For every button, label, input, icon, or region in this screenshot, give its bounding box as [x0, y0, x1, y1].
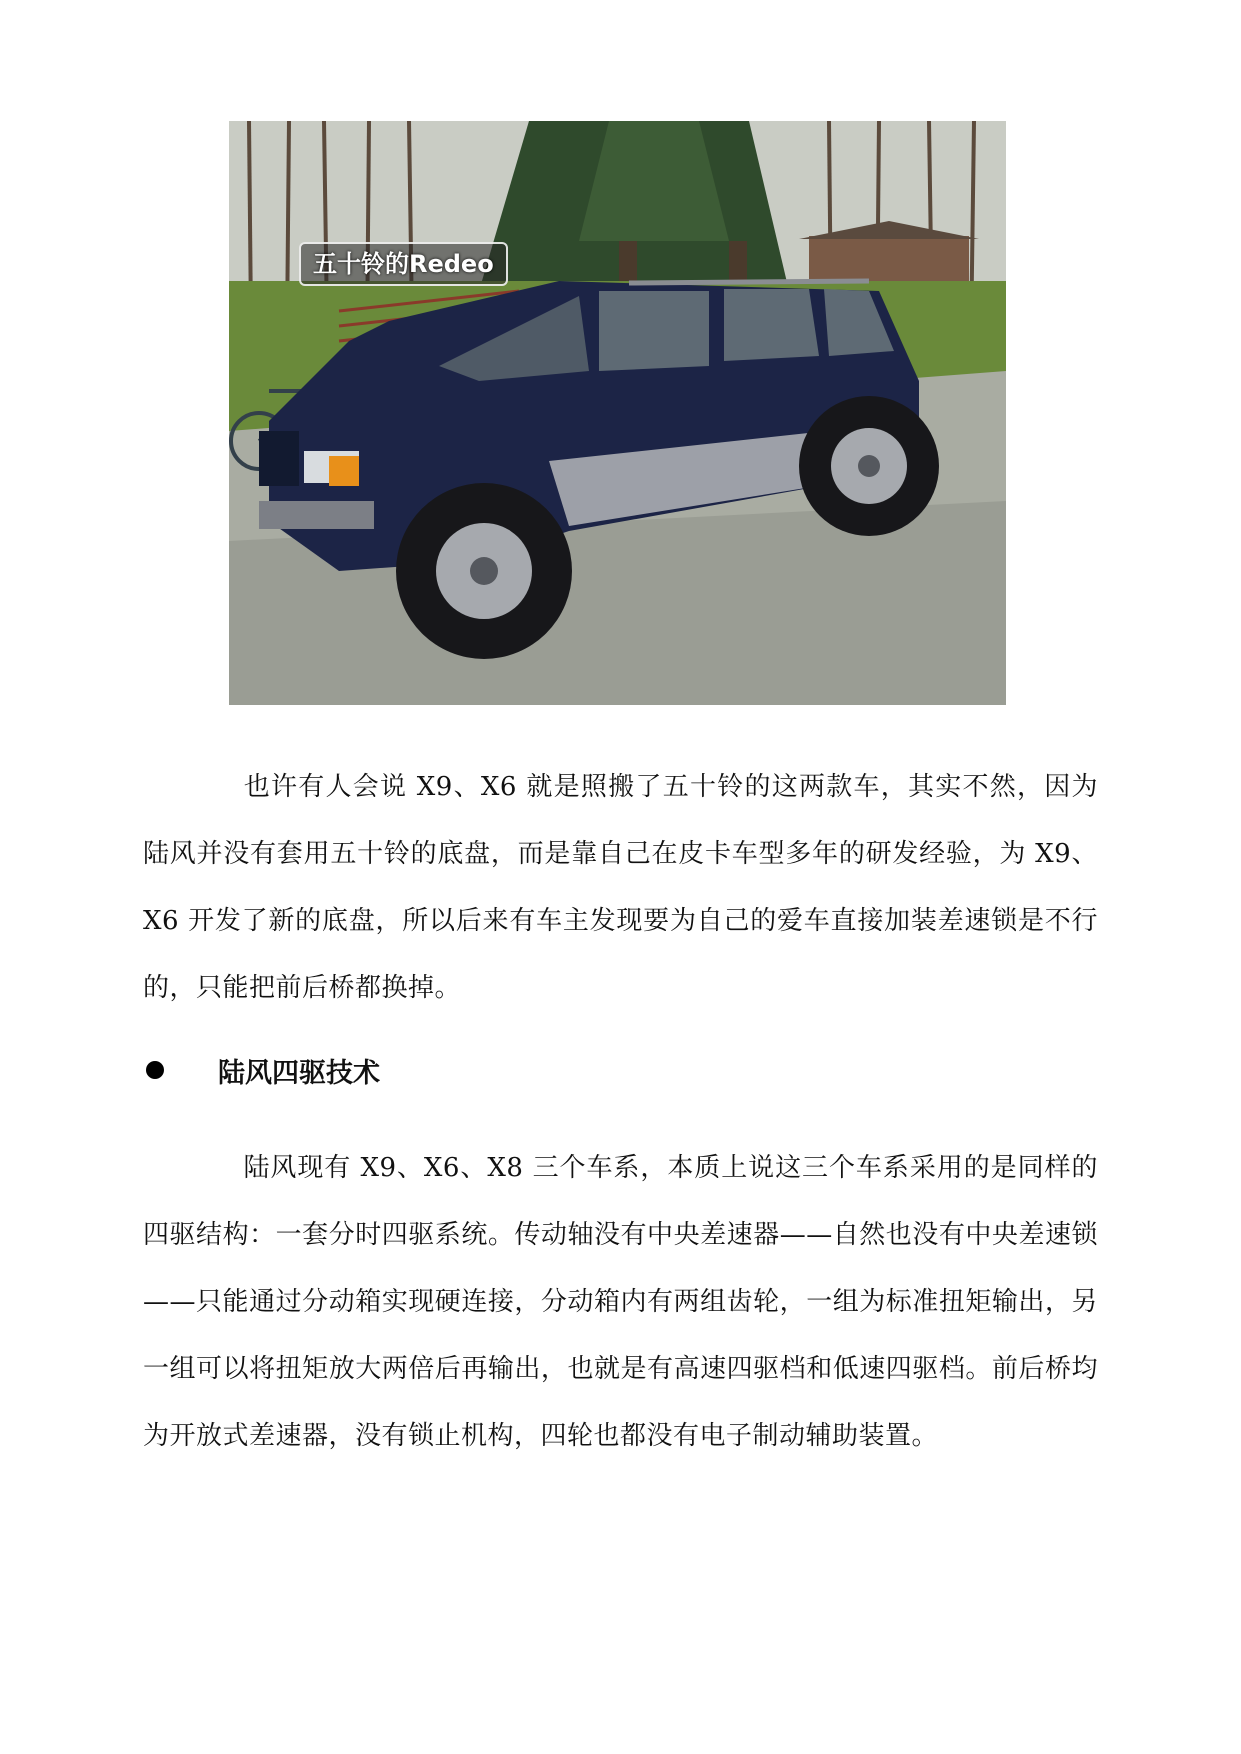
car-photo — [229, 121, 1006, 705]
section-heading — [143, 1040, 380, 1100]
photo-caption-tag: 五十铃的Redeo — [299, 242, 508, 286]
suv-illustration — [229, 121, 1006, 705]
paragraph-2-text: 陆风现有 X9、X6、X8 三个车系，本质上说这三个车系采用的是同样的四驱结构：一套分时四驱系统。传动轴没有中央差速器——自然也没有中央差速锁——只能通过分动箱实现硬连接，分动箱内有两组齿轮，一组为标准扭矩输出，另一组可以将扭矩放大两倍后再输出，也就是有高速四驱档和低速四驱档。前后桥均为开放式差速器，没有锁止机构，四轮也都没有电子制动辅助装置。 — [143, 1153, 1098, 1451]
paragraph-1-text: 也许有人会说 X9、X6 就是照搬了五十铃的这两款车，其实不然，因为陆风并没有套用五十铃的底盘，而是靠自己在皮卡车型多年的研发经验，为 X9、X6 开发了新的底盘，所以后来有车主发现要为自己的爱车直接加装差速锁是不行的，只能把前后桥都换掉。 — [143, 772, 1098, 1003]
section-title: 陆风四驱技术 — [218, 1057, 380, 1089]
paragraph-2 — [143, 1135, 1098, 1470]
bullet-icon — [146, 1061, 164, 1079]
paragraph-1 — [143, 754, 1098, 1022]
